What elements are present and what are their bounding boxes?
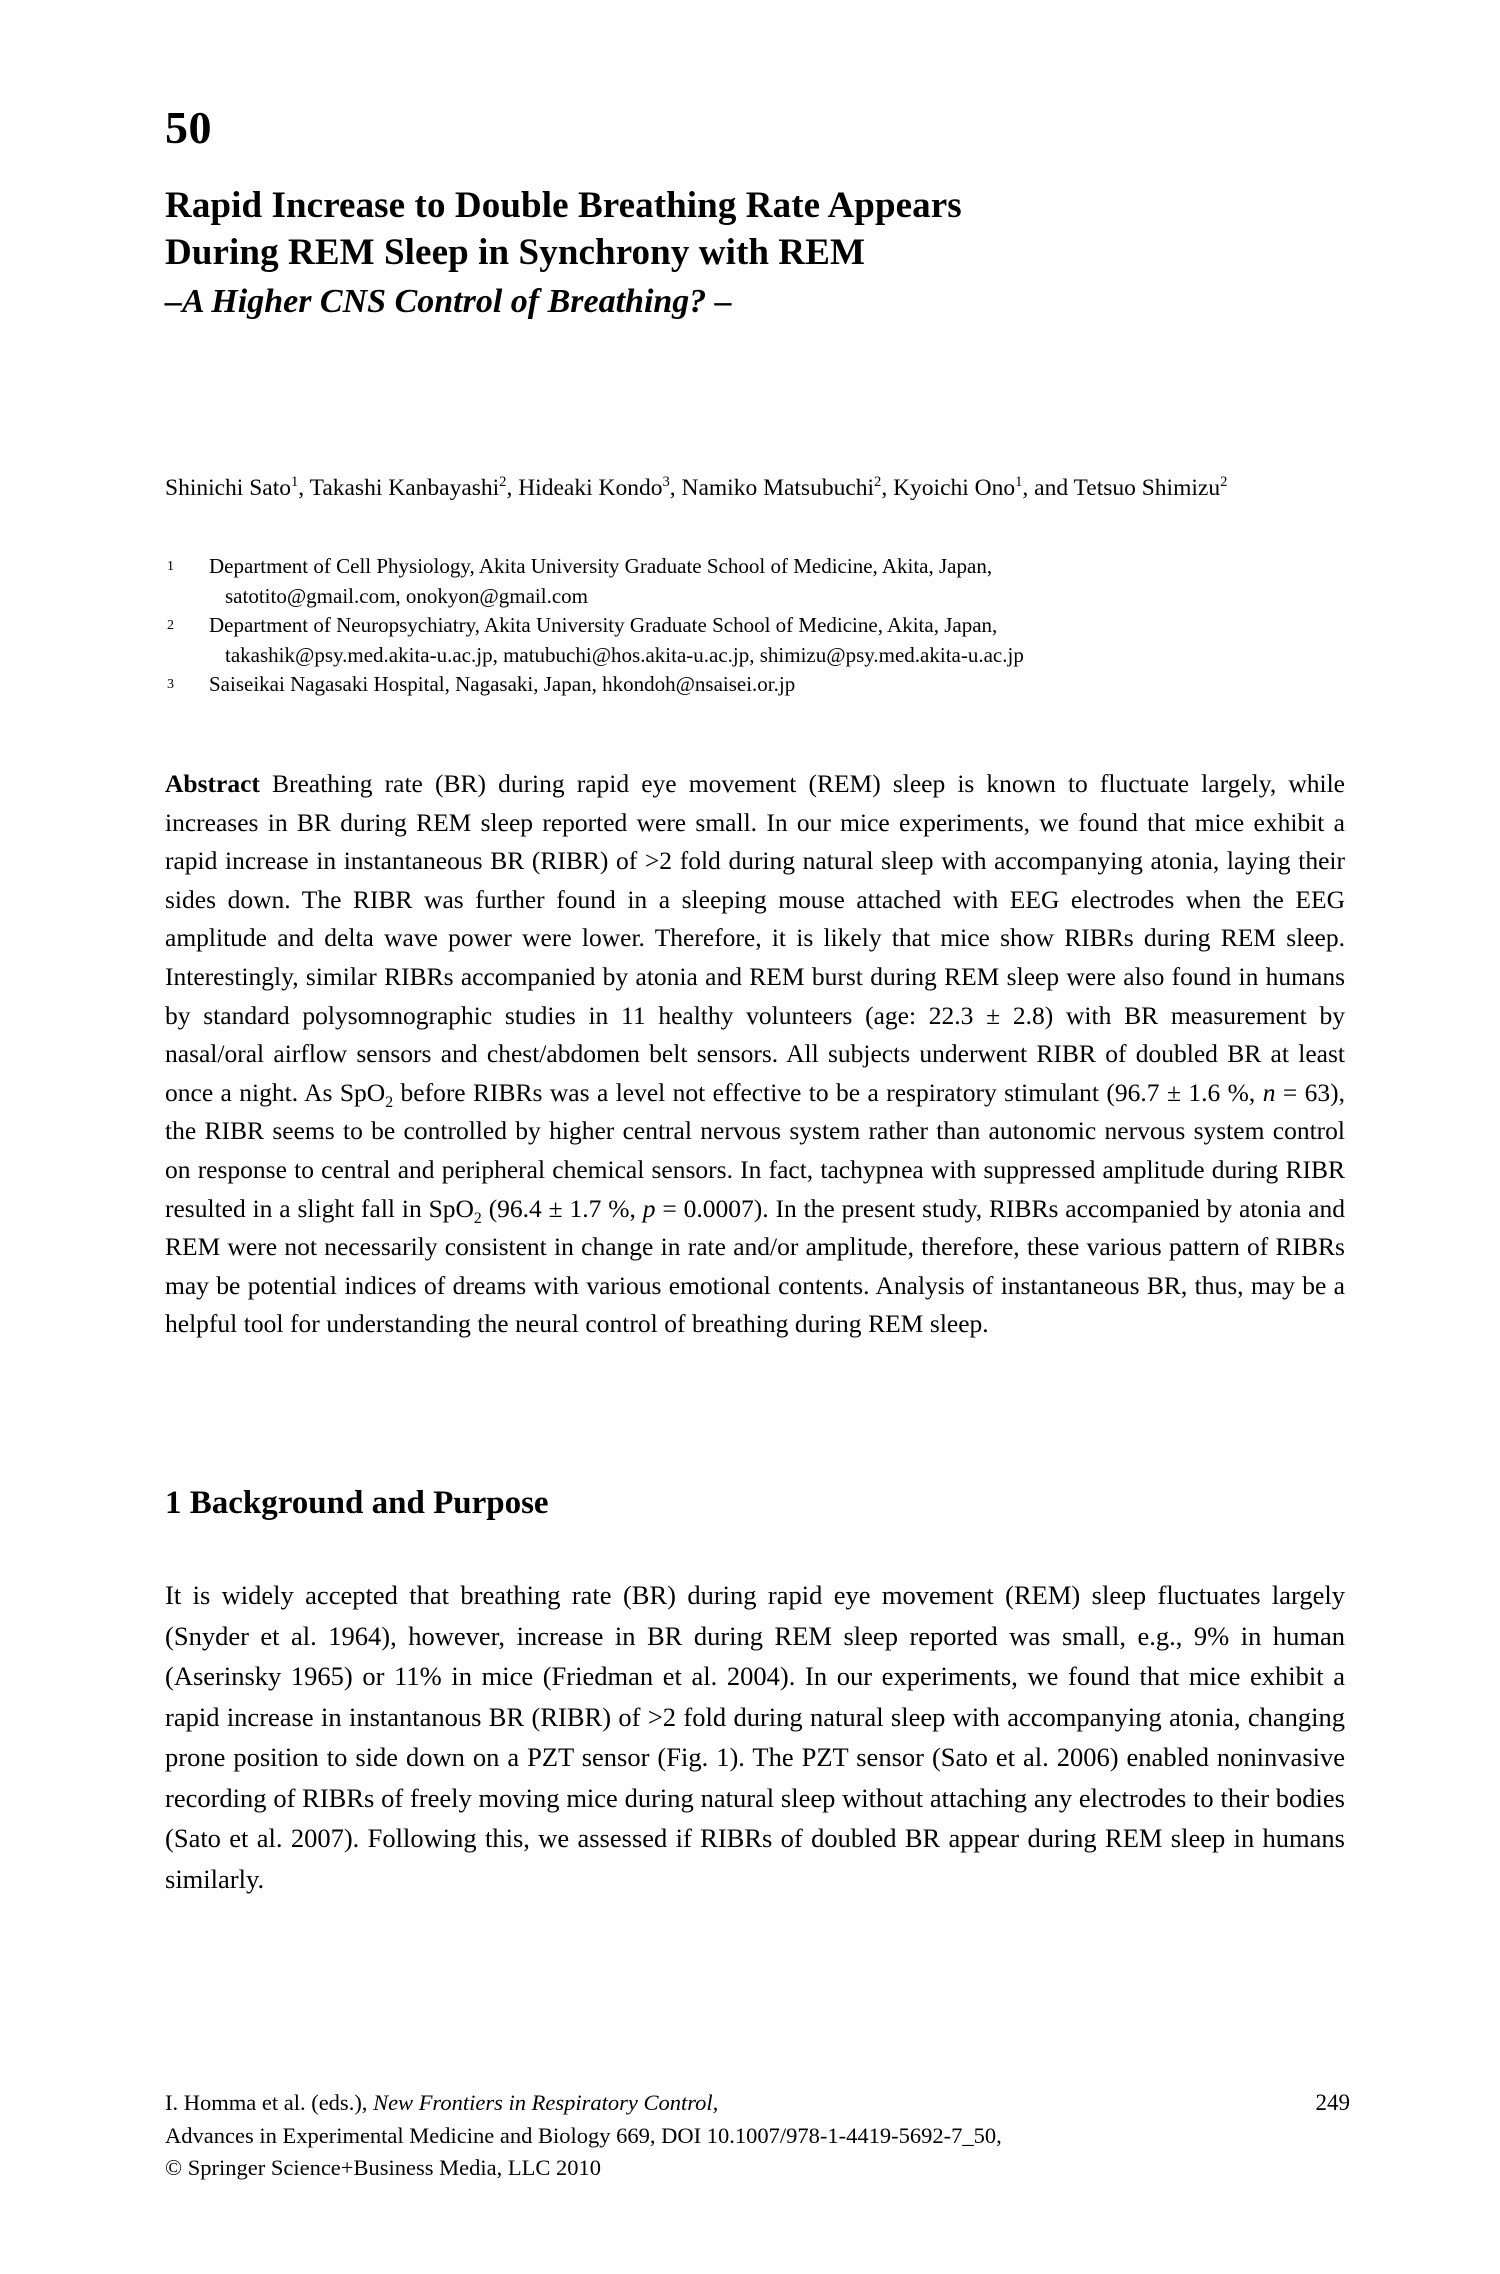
author-list: Shinichi Sato$^1$, Takashi Kanbayashi$^2$, Hideaki Kondo$^3$, Namiko Matsubuchi$^2$, Kyoichi Ono$^1$, and Tetsuo Shimizu$^2$ (165, 474, 1228, 501)
chapter-number: 50 (165, 102, 212, 153)
affiliation-list (165, 552, 1345, 700)
section-paragraph: It is widely accepted that breathing rate (BR) during rapid eye movement (REM) sleep fluctuates largely (Snyder et al. 1964), however, increase in BR during REM sleep reported was small, e.g., 9% in human (Aserinsky 1965) or 11% in mice (Friedman et al. 2004). In our experiments, we found that mice exhibit a rapid increase in instantanous BR (RIBR) of >2 fold during natural sleep with accompanying atonia, changing prone position to side down on a PZT sensor (Fig. 1). The PZT sensor (Sato et al. 2006) enabled noninvasive recording of RIBRs of freely moving mice during natural sleep without attaching any electrodes to their bodies (Sato et al. 2007). Following this, we assessed if RIBRs of doubled BR appear during REM sleep in humans similarly. (165, 1580, 1345, 1894)
page-number: 249 (1315, 2090, 1350, 2115)
affiliation-item (165, 670, 1345, 700)
author-name: Namiko Matsubuchi (681, 475, 875, 501)
author-affiliation-marker: 3 (662, 474, 670, 491)
abstract-text: Breathing rate (BR) during rapid eye movement (REM) sleep is known to fluctuate largely, while increases in BR during REM sleep reported were small. In our mice experiments, we found that mice exhibit a rapid increase in instantaneous BR (RIBR) of >2 fold during natural sleep with accompanying atonia, laying their sides down. The RIBR was further found in a sleeping mouse attached with EEG electrodes when the EEG amplitude and delta wave power were lower. Therefore, it is likely that mice show RIBRs during REM sleep. Interestingly, similar RIBRs accompanied by atonia and REM burst during REM sleep were also found in humans by standard polysomnographic studies in 11 healthy volunteers (age: 22.3 ± 2.8) with BR measurement by nasal/oral airflow sensors and chest/abdomen belt sensors. All subjects underwent RIBR of doubled BR at least once a night. As SpO$_2$ before RIBRs was a level not effective to be a respiratory stimulant (96.7 ± 1.6 %, n = 63), the RIBR seems to be controlled by higher central nervous system rather than autonomic nervous system control on response to central and peripheral chemical sensors. In fact, tachypnea with suppressed amplitude during RIBR resulted in a slight fall in SpO$_2$ (96.4 ± 1.7 %, p = 0.0007). In the present study, RIBRs accompanied by atonia and REM were not necessarily consistent in change in rate and/or amplitude, therefore, these various pattern of RIBRs may be potential indices of dreams with various emotional contents. Analysis of instantaneous BR, thus, may be a helpful tool for understanding the neural control of breathing during REM sleep. (165, 769, 1346, 1339)
author-name: Shinichi Sato (165, 475, 291, 501)
title-block (165, 182, 1345, 325)
subscript: 2 (385, 1093, 394, 1111)
affiliation-item (165, 552, 1345, 611)
footer-editors: I. Homma et al. (eds.), (165, 2090, 374, 2115)
affiliation-marker: 2 (167, 618, 174, 633)
author-affiliation-marker: 2 (1220, 474, 1228, 491)
affiliation-text: Department of Neuropsychiatry, Akita University Graduate School of Medicine, Akita, Japan, (209, 613, 998, 637)
affiliation-text: Saiseikai Nagasaki Hospital, Nagasaki, Japan, hkondoh@nsaisei.or.jp (209, 672, 796, 696)
affiliation-marker: 3 (167, 677, 174, 692)
author-affiliation-marker: 1 (291, 474, 299, 491)
page-footer (165, 2087, 1350, 2185)
abstract-label: Abstract (165, 769, 260, 798)
author-name: Kyoichi Ono (893, 475, 1016, 501)
affiliation-text: Department of Cell Physiology, Akita University Graduate School of Medicine, Akita, Japan, (209, 554, 993, 578)
footer-book-title: New Frontiers in Respiratory Control, (373, 2090, 719, 2115)
author-affiliation-marker: 2 (874, 474, 882, 491)
author-affiliation-marker: 2 (499, 474, 507, 491)
footer-line-3: © Springer Science+Business Media, LLC 2010 (165, 2155, 601, 2180)
italic-variable: p (642, 1193, 656, 1223)
section-heading-background-and-purpose: 1 Background and Purpose (165, 1485, 549, 1521)
author-name: Takashi Kanbayashi (309, 475, 500, 501)
affiliation-emails: satotito@gmail.com, onokyon@gmail.com (225, 583, 588, 608)
affiliation-item (165, 611, 1345, 670)
author-affiliation-marker: 1 (1015, 474, 1023, 491)
affiliation-emails: takashik@psy.med.akita-u.ac.jp, matubuchi@hos.akita-u.ac.jp, shimizu@psy.med.akita-u.ac.jp (225, 642, 1024, 667)
abstract-block (165, 765, 1345, 1344)
footer-line-2: Advances in Experimental Medicine and Biology 669, DOI 10.1007/978-1-4419-5692-7_50, (165, 2122, 1002, 2148)
chapter-title-line-1: Rapid Increase to Double Breathing Rate Appears (165, 185, 962, 226)
subscript: 2 (473, 1209, 482, 1227)
chapter-title-line-2: During REM Sleep in Synchrony with REM (165, 232, 866, 273)
author-name: Tetsuo Shimizu (1073, 475, 1221, 501)
italic-variable: n (1262, 1077, 1276, 1107)
affiliation-marker: 1 (167, 559, 174, 574)
footer-line-1 (165, 2087, 1350, 2120)
chapter-subtitle: –A Higher CNS Control of Breathing? – (165, 283, 732, 320)
author-name: Hideaki Kondo (518, 475, 663, 501)
